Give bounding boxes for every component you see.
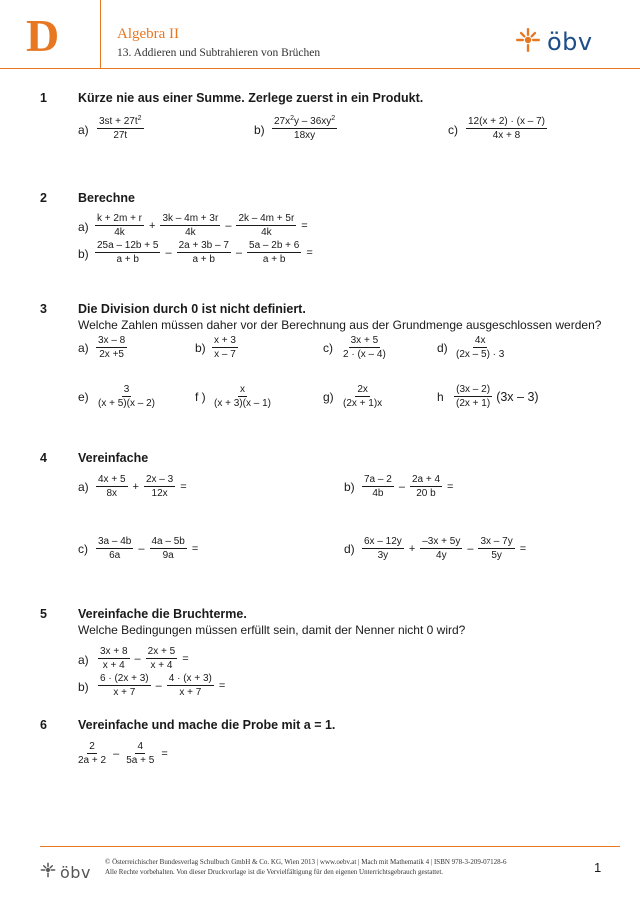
operator: + — [408, 542, 416, 555]
equals-sign: = — [306, 246, 313, 259]
expression — [210, 335, 240, 360]
numerator: 5a – 2b + 6 — [249, 240, 300, 251]
fraction — [98, 673, 151, 698]
item-label: c) — [78, 542, 88, 556]
denominator: 20 b — [416, 488, 436, 499]
numerator: 2x — [357, 384, 368, 395]
denominator: (2x + 1) — [456, 398, 491, 409]
expression — [94, 536, 201, 561]
operator: – — [467, 542, 474, 555]
task-title: Vereinfache die Bruchterme. — [78, 607, 247, 621]
footer-copyright — [105, 857, 575, 877]
fraction — [454, 335, 506, 360]
operator: – — [138, 542, 145, 555]
fraction — [410, 474, 442, 499]
denominator: a + b — [262, 254, 286, 265]
numerator: 12(x + 2) · (x – 7) — [468, 116, 545, 127]
denominator: x + 4 — [102, 660, 125, 671]
numerator: x — [239, 384, 245, 395]
equals-sign: = — [180, 480, 187, 493]
numerator: 3 — [123, 384, 130, 395]
numerator: 4 · (x + 3) — [168, 673, 212, 684]
item-label: b) — [78, 247, 89, 261]
operator: – — [398, 480, 405, 493]
fraction — [362, 474, 394, 499]
denominator: 4x + 8 — [492, 130, 521, 141]
operator: – — [113, 747, 120, 760]
fraction — [150, 536, 187, 561]
task-number: 3 — [40, 302, 47, 316]
fraction — [212, 384, 273, 409]
item-label: a) — [78, 341, 89, 355]
fraction — [160, 213, 220, 238]
task-text: Welche Bedingungen müssen erfüllt sein, damit der Nenner nicht 0 wird? — [78, 623, 466, 637]
expression — [360, 536, 529, 561]
task-title: Vereinfache — [78, 451, 149, 465]
item-label: c) — [448, 123, 458, 137]
fraction — [124, 741, 156, 766]
expression — [464, 116, 549, 141]
fraction — [96, 335, 127, 360]
expression — [93, 213, 311, 238]
fraction — [341, 335, 388, 360]
operator: – — [165, 246, 172, 259]
denominator: (x + 3)(x – 1) — [214, 398, 271, 409]
equals-sign: = — [182, 652, 189, 665]
numerator: 2a + 4 — [411, 474, 441, 485]
item-label: g) — [323, 390, 334, 404]
item-label: h — [437, 390, 444, 404]
numerator: 7a – 2 — [364, 474, 392, 485]
fraction — [420, 536, 462, 561]
task-title: Kürze nie aus einer Summe. Zerlege zuerst in ein Produkt. — [78, 91, 424, 105]
item-label: a) — [78, 123, 89, 137]
numerator: 3x – 8 — [98, 335, 126, 346]
denominator: x + 7 — [113, 687, 136, 698]
equals-sign: = — [519, 542, 527, 555]
expression — [96, 646, 192, 671]
item-label: d) — [344, 542, 355, 556]
numerator: 3k – 4m + 3r — [162, 213, 219, 224]
fraction — [95, 240, 160, 265]
expression — [452, 335, 508, 360]
copyright-line: © Österreichischer Bundesverlag Schulbuch GmbH & Co. KG, Wien 2013 | www.oebv.at | Mach mit Mathematik 4 | ISBN 978-3-209-07128-6 — [105, 858, 507, 866]
item-label: c) — [323, 341, 333, 355]
operator: – — [155, 679, 162, 692]
fraction — [98, 646, 130, 671]
task-title: Die Division durch 0 ist nicht definiert. — [78, 302, 306, 316]
expression — [360, 474, 456, 499]
fraction — [466, 116, 547, 141]
fraction — [96, 536, 133, 561]
fraction — [96, 474, 128, 499]
numerator: k + 2m + r — [97, 213, 143, 224]
equals-sign: = — [447, 480, 454, 493]
star-logo-icon — [515, 27, 541, 58]
fraction — [167, 673, 214, 698]
task-number: 1 — [40, 91, 47, 105]
expression — [210, 384, 275, 409]
numerator: $3st + 27t^2$ — [99, 115, 142, 127]
numerator: $27x^2y - 36xy^2$ — [274, 115, 336, 127]
operator: + — [132, 480, 139, 493]
denominator: 3y — [377, 550, 389, 561]
expression — [270, 116, 339, 141]
fraction — [212, 335, 238, 360]
numerator: 6 · (2x + 3) — [100, 673, 149, 684]
operator: – — [134, 652, 141, 665]
equals-sign: = — [191, 542, 199, 555]
denominator: 5a + 5 — [126, 755, 155, 766]
denominator: 8x — [106, 488, 118, 499]
numerator: 25a – 12b + 5 — [97, 240, 159, 251]
numerator: 2x + 5 — [147, 646, 176, 657]
item-label: f ) — [195, 390, 206, 404]
fraction — [144, 474, 175, 499]
item-label: d) — [437, 341, 448, 355]
item-label: b) — [344, 480, 355, 494]
operator: + — [149, 219, 156, 232]
publisher-logo — [515, 28, 593, 56]
denominator: 27t — [113, 130, 128, 141]
equals-sign: = — [301, 219, 308, 232]
expression — [74, 741, 171, 766]
numerator: (3x – 2) — [456, 384, 491, 395]
numerator: 3x + 8 — [100, 646, 128, 657]
expression — [95, 116, 146, 141]
denominator: x + 7 — [179, 687, 202, 698]
numerator: –3x + 5y — [422, 536, 461, 547]
denominator: a + b — [192, 254, 215, 265]
expression — [93, 240, 316, 265]
expression — [96, 673, 228, 698]
denominator: 2 · (x – 4) — [343, 349, 386, 360]
expression — [94, 474, 190, 499]
fraction — [95, 213, 144, 238]
header-divider-vertical — [100, 0, 101, 68]
denominator: (2x – 5) · 3 — [456, 349, 505, 360]
denominator: 4y — [436, 550, 447, 561]
expression — [339, 384, 386, 409]
expression — [94, 384, 159, 409]
fraction — [362, 536, 404, 561]
fraction — [97, 116, 144, 141]
expression — [94, 335, 129, 360]
denominator: a + b — [116, 254, 139, 265]
denominator: (2x + 1)x — [343, 398, 383, 409]
expression — [452, 384, 539, 409]
task-number: 4 — [40, 451, 47, 465]
item-label: b) — [195, 341, 206, 355]
item-label: b) — [78, 680, 89, 694]
denominator: (x + 5)(x – 2) — [98, 398, 155, 409]
equals-sign: = — [161, 747, 168, 760]
item-label: e) — [78, 390, 89, 404]
fraction — [341, 384, 384, 409]
numerator: 2k – 4m + 5r — [238, 213, 295, 224]
numerator: 2 — [89, 741, 95, 752]
numerator: 4 — [137, 741, 144, 752]
fraction — [236, 213, 296, 238]
task-number: 6 — [40, 718, 47, 732]
numerator: 4x + 5 — [98, 474, 126, 485]
fraction — [247, 240, 301, 265]
item-label: a) — [78, 480, 89, 494]
denominator: 2a + 2 — [78, 755, 107, 766]
numerator: 3x + 5 — [350, 335, 379, 346]
numerator: 3a – 4b — [98, 536, 132, 547]
numerator: 4a – 5b — [151, 536, 185, 547]
denominator: 6a — [109, 550, 121, 561]
logo-text: öbv — [547, 28, 593, 56]
denominator: x – 7 — [214, 349, 236, 360]
equals-sign: = — [218, 679, 226, 692]
item-label: b) — [254, 123, 265, 137]
fraction — [177, 240, 231, 265]
factor: (3x – 3) — [496, 389, 539, 404]
rights-line: Alle Rechte vorbehalten. Von dieser Druckvorlage ist die Vervielfältigung für den eigenen Unterrichtsgebrauch gestattet. — [105, 868, 444, 876]
fraction — [272, 116, 337, 141]
header-divider-horizontal — [0, 68, 640, 69]
numerator: 2x – 3 — [145, 474, 174, 485]
denominator: 4k — [185, 227, 196, 238]
task-title: Berechne — [78, 191, 135, 205]
star-logo-icon — [40, 862, 56, 883]
page-title: Algebra II — [117, 26, 180, 42]
denominator: 4k — [261, 227, 272, 238]
task-title: Vereinfache und mache die Probe mit a = 1. — [78, 718, 336, 732]
page-number: 1 — [594, 860, 602, 875]
fraction — [146, 646, 178, 671]
denominator: 5y — [491, 550, 502, 561]
task-number: 5 — [40, 607, 47, 621]
numerator: 2a + 3b – 7 — [178, 240, 229, 251]
footer-logo — [40, 862, 91, 883]
chapter-letter: D — [26, 10, 60, 61]
numerator: 3x – 7y — [480, 536, 513, 547]
page-subtitle: 13. Addieren und Subtrahieren von Brüchen — [117, 47, 321, 59]
item-label: a) — [78, 220, 89, 234]
operator: – — [225, 219, 232, 232]
operator: – — [235, 246, 243, 259]
fraction — [454, 384, 492, 409]
denominator: 18xy — [294, 130, 316, 141]
numerator: 4x — [474, 335, 486, 346]
item-label: a) — [78, 653, 89, 667]
numerator: 6x – 12y — [364, 536, 402, 547]
denominator: 4b — [372, 488, 384, 499]
footer-logo-text: öbv — [60, 863, 91, 882]
expression — [339, 335, 390, 360]
denominator: 2x +5 — [99, 349, 124, 360]
denominator: 4k — [114, 227, 125, 238]
denominator: x + 4 — [150, 660, 173, 671]
fraction — [478, 536, 514, 561]
fraction — [96, 384, 157, 409]
fraction — [76, 741, 108, 766]
numerator: x + 3 — [214, 335, 236, 346]
task-number: 2 — [40, 191, 47, 205]
footer-divider — [40, 846, 620, 847]
denominator: 12x — [151, 488, 168, 499]
task-text: Welche Zahlen müssen daher vor der Berechnung aus der Grundmenge ausgeschlossen werden? — [78, 318, 602, 332]
denominator: 9a — [162, 550, 174, 561]
